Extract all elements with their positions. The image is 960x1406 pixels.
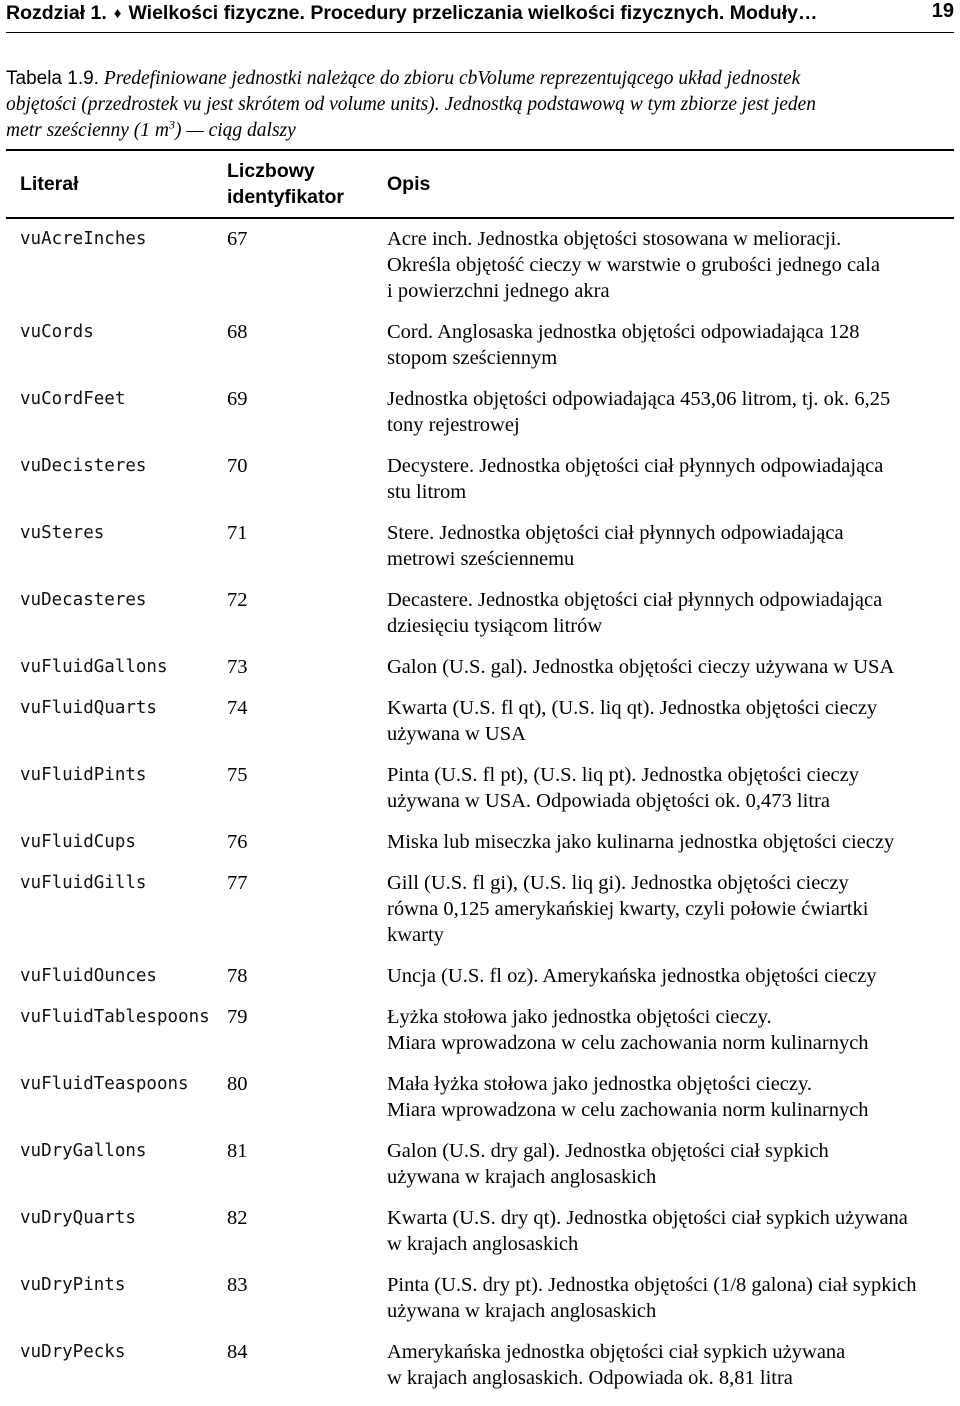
description-cell: [387, 1004, 954, 1056]
description-line: kwarty: [387, 924, 444, 946]
description-line: tony rejestrowej: [387, 414, 520, 436]
description-line: używana w krajach anglosaskich: [387, 1300, 657, 1322]
table-row: [20, 520, 954, 572]
description-cell: [387, 762, 954, 814]
page-number: 19: [931, 0, 954, 22]
id-cell: 73: [227, 656, 248, 678]
table-row: [20, 386, 954, 438]
id-cell: 81: [227, 1140, 248, 1162]
caption-superscript: 3: [169, 117, 175, 132]
description-cell: [387, 386, 954, 438]
description-line: Galon (U.S. dry gal). Jednostka objętości ciał sypkich: [387, 1140, 829, 1162]
literal-cell: vuCordFeet: [20, 389, 126, 409]
description-line: równa 0,125 amerykańskiej kwarty, czyli połowie ćwiartki: [387, 898, 869, 920]
table-row: [20, 1138, 954, 1190]
description-cell: [387, 1205, 954, 1257]
table-row: [20, 319, 954, 371]
literal-cell: vuFluidTeaspoons: [20, 1074, 189, 1094]
id-cell: 78: [227, 965, 248, 987]
id-cell: 84: [227, 1341, 248, 1363]
literal-cell: vuFluidQuarts: [20, 698, 157, 718]
diamond-icon: ♦: [113, 4, 122, 22]
literal-cell: vuSteres: [20, 523, 105, 543]
literal-cell: vuFluidGallons: [20, 657, 168, 677]
table-row: [20, 1004, 954, 1056]
description-cell: [387, 520, 954, 572]
column-header-id: [227, 158, 344, 210]
description-cell: [387, 1339, 954, 1391]
literal-cell: vuFluidTablespoons: [20, 1007, 210, 1027]
description-line: Łyżka stołowa jako jednostka objętości cieczy.: [387, 1006, 772, 1028]
id-cell: 68: [227, 321, 248, 343]
column-header-id-line2: identyfikator: [227, 186, 345, 208]
description-line: Mała łyżka stołowa jako jednostka objętości cieczy.: [387, 1073, 813, 1095]
table-row: [20, 654, 954, 680]
description-cell: [387, 695, 954, 747]
description-line: Acre inch. Jednostka objętości stosowana w melioracji.: [387, 228, 842, 250]
table-header-rule: [6, 217, 954, 219]
literal-cell: vuDryGallons: [20, 1141, 147, 1161]
caption-text-3b: ) — ciąg dalszy: [175, 120, 296, 141]
id-cell: 70: [227, 455, 248, 477]
literal-cell: vuDecasteres: [20, 590, 147, 610]
description-line: metrowi sześciennemu: [387, 548, 575, 570]
description-line: Uncja (U.S. fl oz). Amerykańska jednostka objętości cieczy: [387, 965, 877, 987]
description-cell: [387, 1138, 954, 1190]
literal-cell: vuDryPints: [20, 1275, 126, 1295]
description-line: Miara wprowadzona w celu zachowania norm kulinarnych: [387, 1032, 869, 1054]
description-line: Decystere. Jednostka objętości ciał płynnych odpowiadająca: [387, 455, 884, 477]
table-row: [20, 1272, 954, 1324]
caption-text-1: Predefiniowane jednostki należące do zbioru cbVolume reprezentującego układ jednostek: [103, 68, 801, 89]
column-header-description: Opis: [387, 173, 431, 195]
description-line: Miara wprowadzona w celu zachowania norm kulinarnych: [387, 1099, 869, 1121]
literal-cell: vuDryQuarts: [20, 1208, 136, 1228]
id-cell: 72: [227, 589, 248, 611]
literal-cell: vuAcreInches: [20, 229, 147, 249]
description-line: Pinta (U.S. dry pt). Jednostka objętości (1/8 galona) ciał sypkich: [387, 1274, 917, 1296]
literal-cell: vuCords: [20, 322, 94, 342]
caption-line-1: [6, 66, 954, 92]
table-row: [20, 762, 954, 814]
id-cell: 69: [227, 388, 248, 410]
description-cell: [387, 587, 954, 639]
description-line: Stere. Jednostka objętości ciał płynnych odpowiadająca: [387, 522, 844, 544]
table-row: [20, 963, 954, 989]
caption-line-2: objętości (przedrostek vu jest skrótem od volume units). Jednostką podstawową w tym zbiorze jest jeden: [6, 94, 817, 115]
id-cell: 83: [227, 1274, 248, 1296]
description-line: Pinta (U.S. fl pt), (U.S. liq pt). Jednostka objętości cieczy: [387, 764, 859, 786]
id-cell: 82: [227, 1207, 248, 1229]
description-cell: [387, 1272, 954, 1324]
description-cell: [387, 870, 954, 948]
column-header-id-line1: Liczbowy: [227, 160, 315, 182]
table-row: [20, 870, 954, 948]
chapter-label: Rozdział 1.: [6, 1, 107, 24]
table-row: [20, 1205, 954, 1257]
table-caption: [6, 66, 954, 144]
description-line: używana w USA: [387, 723, 526, 745]
id-cell: 67: [227, 228, 248, 250]
caption-line-3: [6, 118, 954, 144]
description-line: stopom sześciennym: [387, 347, 558, 369]
description-line: używana w krajach anglosaskich: [387, 1166, 657, 1188]
literal-cell: vuFluidOunces: [20, 966, 157, 986]
description-line: Cord. Anglosaska jednostka objętości odpowiadająca 128: [387, 321, 860, 343]
description-line: w krajach anglosaskich. Odpowiada ok. 8,81 litra: [387, 1367, 793, 1389]
literal-cell: vuDryPecks: [20, 1342, 126, 1362]
id-cell: 77: [227, 872, 248, 894]
table-row: [20, 587, 954, 639]
table-row: [20, 1339, 954, 1391]
header-divider: [6, 32, 954, 33]
description-cell: [387, 1071, 954, 1123]
literal-cell: vuFluidCups: [20, 832, 136, 852]
table-row: [20, 226, 954, 304]
description-cell: [387, 654, 954, 680]
description-line: Jednostka objętości odpowiadająca 453,06 litrom, tj. ok. 6,25: [387, 388, 891, 410]
literal-cell: vuDecisteres: [20, 456, 147, 476]
id-cell: 75: [227, 764, 248, 786]
description-cell: [387, 963, 954, 989]
description-line: Decastere. Jednostka objętości ciał płynnych odpowiadająca: [387, 589, 883, 611]
description-line: stu litrom: [387, 481, 467, 503]
table-row: [20, 829, 954, 855]
description-line: Określa objętość cieczy w warstwie o grubości jednego cala: [387, 254, 880, 276]
description-cell: [387, 829, 954, 855]
description-cell: [387, 319, 954, 371]
table-top-rule: [6, 149, 954, 151]
description-line: Gill (U.S. fl gi), (U.S. liq gi). Jednostka objętości cieczy: [387, 872, 849, 894]
id-cell: 74: [227, 697, 248, 719]
description-cell: [387, 453, 954, 505]
table-body: [20, 226, 954, 1406]
description-line: Amerykańska jednostka objętości ciał sypkich używana: [387, 1341, 846, 1363]
table-row: [20, 695, 954, 747]
description-line: w krajach anglosaskich: [387, 1233, 579, 1255]
description-line: dziesięciu tysiącom litrów: [387, 615, 603, 637]
id-cell: 76: [227, 831, 248, 853]
id-cell: 79: [227, 1006, 248, 1028]
description-line: i powierzchni jednego akra: [387, 280, 610, 302]
literal-cell: vuFluidPints: [20, 765, 147, 785]
chapter-title: Wielkości fizyczne. Procedury przeliczania wielkości fizycznych. Moduły…: [128, 1, 818, 24]
table-row: [20, 453, 954, 505]
table-label: Tabela 1.9.: [6, 68, 99, 89]
literal-cell: vuFluidGills: [20, 873, 147, 893]
caption-text-3a: metr sześcienny (1 m: [6, 120, 169, 141]
description-line: Kwarta (U.S. dry qt). Jednostka objętości ciał sypkich używana: [387, 1207, 908, 1229]
description-cell: [387, 226, 954, 304]
table-row: [20, 1071, 954, 1123]
description-line: używana w USA. Odpowiada objętości ok. 0,473 litra: [387, 790, 830, 812]
description-line: Galon (U.S. gal). Jednostka objętości cieczy używana w USA: [387, 656, 895, 678]
column-header-literal: Literał: [20, 173, 79, 195]
running-header: [6, 0, 954, 26]
id-cell: 71: [227, 522, 248, 544]
id-cell: 80: [227, 1073, 248, 1095]
description-line: Miska lub miseczka jako kulinarna jednostka objętości cieczy: [387, 831, 895, 853]
description-line: Kwarta (U.S. fl qt), (U.S. liq qt). Jednostka objętości cieczy: [387, 697, 878, 719]
